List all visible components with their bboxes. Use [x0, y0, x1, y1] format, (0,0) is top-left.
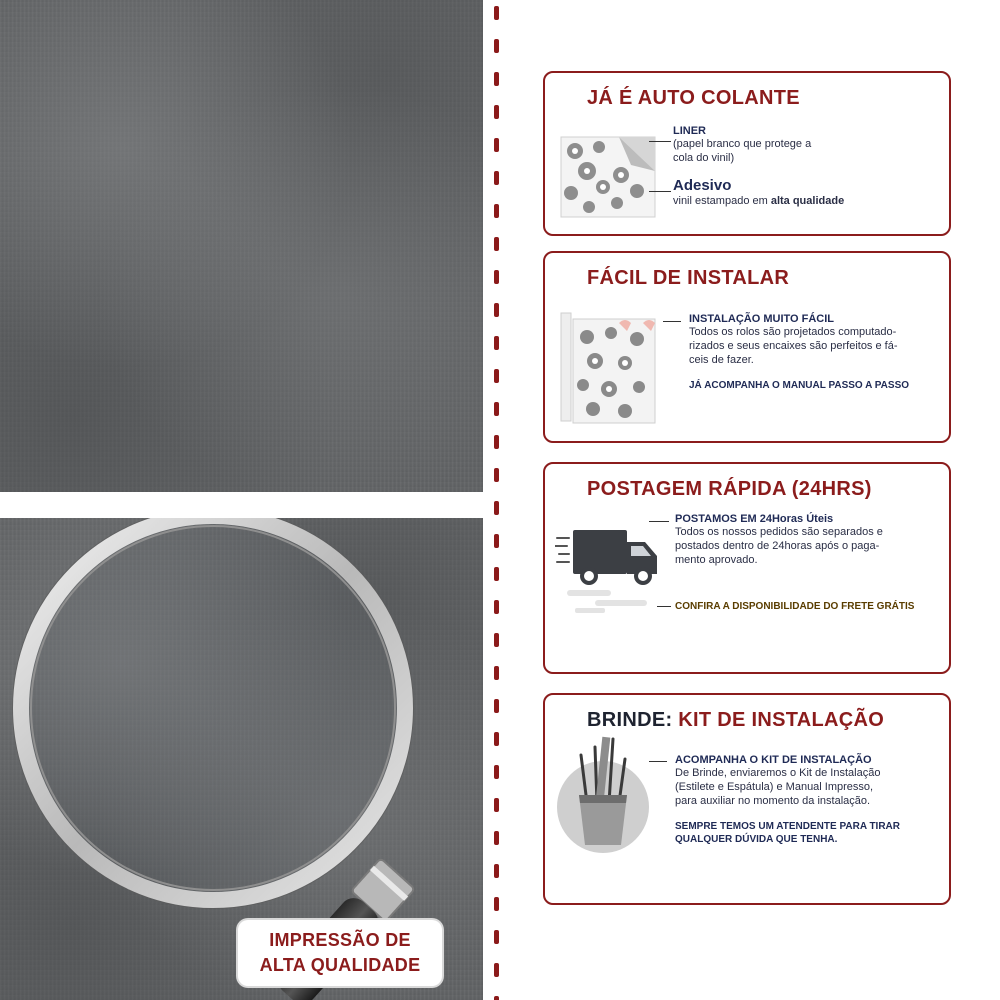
gift-info [675, 754, 900, 846]
install-info [689, 313, 909, 392]
quality-label-line-1: IMPRESSÃO DE [269, 930, 411, 950]
install-text-1: Todos os rolos são projetados computado- [689, 326, 897, 338]
liner-text-2: cola do vinil) [673, 152, 735, 164]
shipping-text-1: Todos os nossos pedidos são separados e [675, 526, 883, 538]
divider-dash [494, 897, 499, 911]
divider-dash [494, 72, 499, 86]
divider-dash [494, 534, 499, 548]
divider-dash [494, 666, 499, 680]
card-title [587, 709, 884, 732]
gift-text-3: para auxiliar no momento da instalação. [675, 795, 871, 807]
card-title: JÁ É AUTO COLANTE [587, 87, 800, 109]
shipping-text-2: postados dentro de 24horas após o paga- [675, 540, 880, 552]
install-heading: INSTALAÇÃO MUITO FÁCIL [689, 313, 835, 325]
adesivo-text: vinil estampado em alta qualidade [673, 195, 845, 207]
divider-dash [494, 732, 499, 746]
liner-text-1: (papel branco que protege a [673, 138, 812, 150]
adesivo-bold: alta qualidade [770, 195, 845, 207]
adesivo-info [673, 177, 844, 208]
shipping-info [675, 513, 883, 567]
wallpaper-texture-sample [0, 0, 483, 492]
divider-dash [494, 204, 499, 218]
vinyl-roll-icon [559, 135, 659, 221]
divider-dash [494, 303, 499, 317]
divider-dash [494, 996, 499, 1000]
divider-dash [494, 633, 499, 647]
divider-dash [494, 237, 499, 251]
print-quality-label [238, 920, 442, 986]
install-note: JÁ ACOMPANHA O MANUAL PASSO A PASSO [689, 380, 910, 391]
divider-dash [494, 963, 499, 977]
card-gift-kit [543, 693, 951, 905]
card-title: FÁCIL DE INSTALAR [587, 267, 790, 289]
card-title: POSTAGEM RÁPIDA (24HRS) [587, 478, 872, 500]
gift-text-2: (Estilete e Espátula) e Manual Impresso, [675, 781, 874, 793]
dashed-divider [494, 0, 502, 1000]
card-fast-shipping [543, 462, 951, 674]
gift-title-prefix: BRINDE: [587, 709, 679, 731]
divider-dash [494, 105, 499, 119]
divider-dash [494, 435, 499, 449]
gift-title-accent: KIT DE INSTALAÇÃO [678, 709, 885, 731]
gift-text-1: De Brinde, enviaremos o Kit de Instalação [675, 767, 881, 779]
divider-dash [494, 468, 499, 482]
divider-dash [494, 369, 499, 383]
shipping-text-3: mento aprovado. [675, 554, 758, 566]
wall-install-icon [559, 309, 659, 427]
adesivo-heading: Adesivo [673, 177, 732, 194]
install-text-2: rizados e seus encaixes são perfeitos e fá- [689, 340, 898, 352]
card-self-adhesive [543, 71, 951, 236]
divider-dash [494, 798, 499, 812]
gift-note-2: QUALQUER DÚVIDA QUE TENHA. [675, 834, 838, 845]
divider-dash [494, 501, 499, 515]
divider-dash [494, 567, 499, 581]
divider-dash [494, 39, 499, 53]
divider-dash [494, 336, 499, 350]
divider-dash [494, 831, 499, 845]
delivery-truck-icon [555, 522, 665, 614]
divider-dash [494, 699, 499, 713]
divider-dash [494, 765, 499, 779]
free-shipping-note: CONFIRA A DISPONIBILIDADE DO FRETE GRÁTIS [675, 601, 915, 612]
divider-dash [494, 600, 499, 614]
install-text-3: ceis de fazer. [689, 354, 754, 366]
card-easy-install [543, 251, 951, 443]
tool-kit-icon [553, 731, 653, 855]
divider-dash [494, 930, 499, 944]
divider-dash [494, 402, 499, 416]
gift-note-1: SEMPRE TEMOS UM ATENDENTE PARA TIRAR [675, 821, 901, 832]
divider-dash [494, 270, 499, 284]
shipping-heading: POSTAMOS EM 24Horas Úteis [675, 513, 834, 525]
divider-dash [494, 864, 499, 878]
liner-heading: LINER [673, 125, 706, 137]
liner-info [673, 125, 811, 165]
divider-dash [494, 171, 499, 185]
quality-label-line-2: ALTA QUALIDADE [259, 955, 421, 975]
gift-heading: ACOMPANHA O KIT DE INSTALAÇÃO [675, 754, 872, 766]
divider-dash [494, 138, 499, 152]
divider-dash [494, 6, 499, 20]
